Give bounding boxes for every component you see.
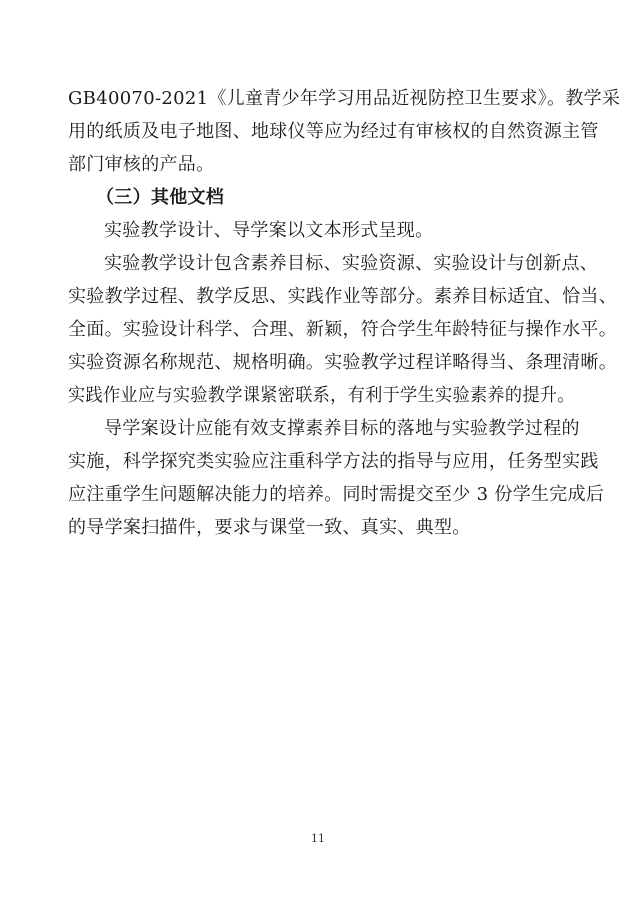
text-line: 部门审核的产品。 [68, 154, 215, 175]
text-line: 的导学案扫描件，要求与课堂一致、真实、典型。 [68, 517, 471, 538]
text-line: 实验教学设计、导学案以文本形式呈现。 [104, 220, 434, 241]
text-line: 全面。实验设计科学、合理、新颖，符合学生年龄特征与操作水平。 [68, 319, 617, 340]
text-line: 应注重学生问题解决能力的培养。同时需提交至少 3 份学生完成后 [68, 484, 605, 505]
text-line: 实验教学设计包含素养目标、实验资源、实验设计与创新点、 [104, 253, 599, 274]
text-line: 实验资源名称规范、规格明确。实验教学过程详略得当、条理清晰。 [68, 352, 617, 373]
text-line: 实验教学过程、教学反思、实践作业等部分。素养目标适宜、恰当、 [68, 286, 617, 307]
page-number: 11 [311, 832, 325, 845]
section-heading: （三）其他文档 [96, 187, 225, 208]
text-line: GB40070-2021《儿童青少年学习用品近视防控卫生要求》。教学采 [68, 88, 621, 109]
text-line: 实践作业应与实验教学课紧密联系，有利于学生实验素养的提升。 [68, 385, 575, 406]
text-line: 导学案设计应能有效支撑素养目标的落地与实验教学过程的 [104, 418, 580, 439]
text-line: 实施，科学探究类实验应注重科学方法的指导与应用，任务型实践 [68, 451, 599, 472]
text-line: 用的纸质及电子地图、地球仪等应为经过有审核权的自然资源主管 [68, 121, 599, 142]
